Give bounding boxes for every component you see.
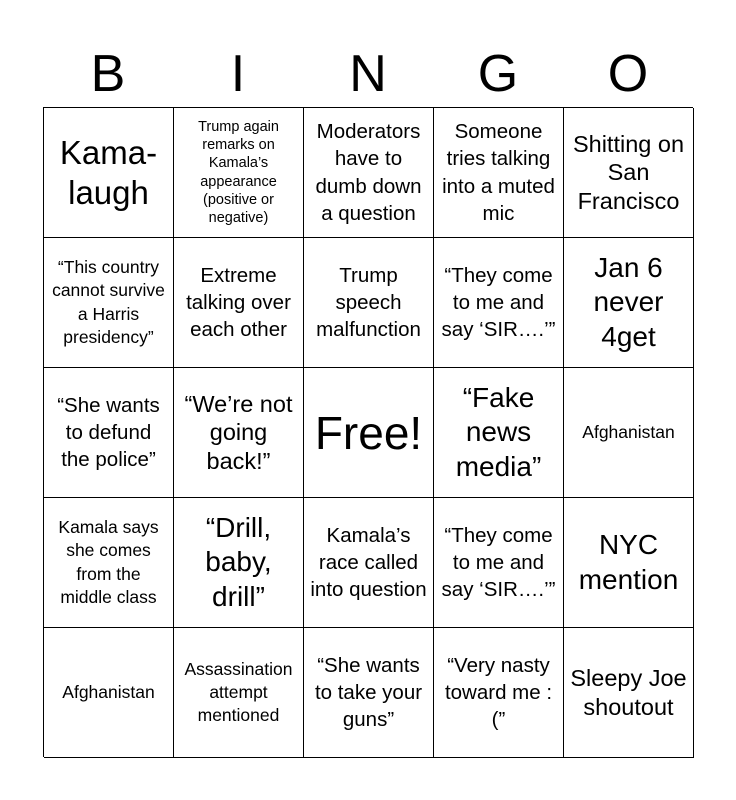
bingo-cell-r2-c1[interactable] bbox=[174, 368, 304, 498]
bingo-board bbox=[43, 107, 693, 757]
cell-text: “Very nasty toward me :(” bbox=[444, 653, 553, 732]
cell-text: “She wants to take your guns” bbox=[314, 653, 423, 732]
bingo-cell-r1-c1[interactable] bbox=[174, 238, 304, 368]
bingo-cell-free[interactable] bbox=[304, 368, 434, 498]
cell-text: Assassination attempt mentioned bbox=[184, 658, 293, 726]
cell-text: Kamala’s race called into question bbox=[310, 523, 427, 602]
bingo-cell-r4-c2[interactable] bbox=[304, 628, 434, 758]
bingo-cell-r1-c0[interactable] bbox=[44, 238, 174, 368]
bingo-header bbox=[43, 40, 693, 108]
cell-text: Trump again remarks on Kamala’s appearance (positive or negative) bbox=[198, 119, 279, 226]
cell-text: Afghanistan bbox=[62, 681, 155, 702]
bingo-cell-r0-c3[interactable] bbox=[434, 108, 564, 238]
bingo-cell-r0-c0[interactable] bbox=[44, 108, 174, 238]
cell-text: Jan 6 never 4get bbox=[593, 252, 664, 352]
bingo-cell-r0-c1[interactable] bbox=[174, 108, 304, 238]
cell-text: “We’re not going back!” bbox=[184, 390, 293, 474]
cell-text: “They come to me and say ‘SIR….’” bbox=[441, 523, 556, 602]
bingo-cell-r2-c4[interactable] bbox=[564, 368, 694, 498]
header-letter-g: G bbox=[477, 45, 519, 103]
bingo-cell-r4-c4[interactable] bbox=[564, 628, 694, 758]
header-letter-i: I bbox=[230, 45, 246, 103]
cell-text: Trump speech malfunction bbox=[316, 263, 421, 342]
cell-text: Moderators have to dumb down a question bbox=[315, 120, 422, 225]
header-letter-n: N bbox=[349, 45, 387, 103]
bingo-cell-r4-c3[interactable] bbox=[434, 628, 564, 758]
bingo-cell-r1-c4[interactable] bbox=[564, 238, 694, 368]
cell-text: NYC mention bbox=[578, 529, 679, 595]
cell-text: Afghanistan bbox=[582, 421, 675, 442]
bingo-cell-r1-c2[interactable] bbox=[304, 238, 434, 368]
bingo-cell-r2-c0[interactable] bbox=[44, 368, 174, 498]
cell-text: Someone tries talking into a muted mic bbox=[442, 120, 555, 225]
bingo-cell-r3-c0[interactable] bbox=[44, 498, 174, 628]
bingo-cell-r3-c3[interactable] bbox=[434, 498, 564, 628]
bingo-cell-r0-c4[interactable] bbox=[564, 108, 694, 238]
bingo-cell-r3-c2[interactable] bbox=[304, 498, 434, 628]
header-letter-o: O bbox=[607, 45, 649, 103]
cell-text: Kama-laugh bbox=[59, 133, 158, 211]
cell-text: “She wants to defund the police” bbox=[57, 393, 160, 472]
cell-text: “Fake news media” bbox=[455, 382, 542, 482]
cell-text: Shitting on San Francisco bbox=[572, 130, 685, 214]
bingo-cell-r1-c3[interactable] bbox=[434, 238, 564, 368]
cell-text: Sleepy Joe shoutout bbox=[570, 664, 687, 720]
cell-text: Extreme talking over each other bbox=[186, 263, 291, 342]
cell-text: “Drill, baby, drill” bbox=[205, 512, 272, 612]
cell-text: “This country cannot survive a Harris presidency” bbox=[52, 257, 165, 347]
free-space-text: Free! bbox=[314, 406, 423, 459]
bingo-cell-r3-c4[interactable] bbox=[564, 498, 694, 628]
bingo-cell-r2-c3[interactable] bbox=[434, 368, 564, 498]
cell-text: Kamala says she comes from the middle class bbox=[58, 517, 159, 607]
bingo-cell-r0-c2[interactable] bbox=[304, 108, 434, 238]
bingo-cell-r4-c0[interactable] bbox=[44, 628, 174, 758]
cell-text: “They come to me and say ‘SIR….’” bbox=[441, 263, 556, 342]
bingo-cell-r3-c1[interactable] bbox=[174, 498, 304, 628]
header-letter-b: B bbox=[90, 45, 126, 103]
bingo-cell-r4-c1[interactable] bbox=[174, 628, 304, 758]
